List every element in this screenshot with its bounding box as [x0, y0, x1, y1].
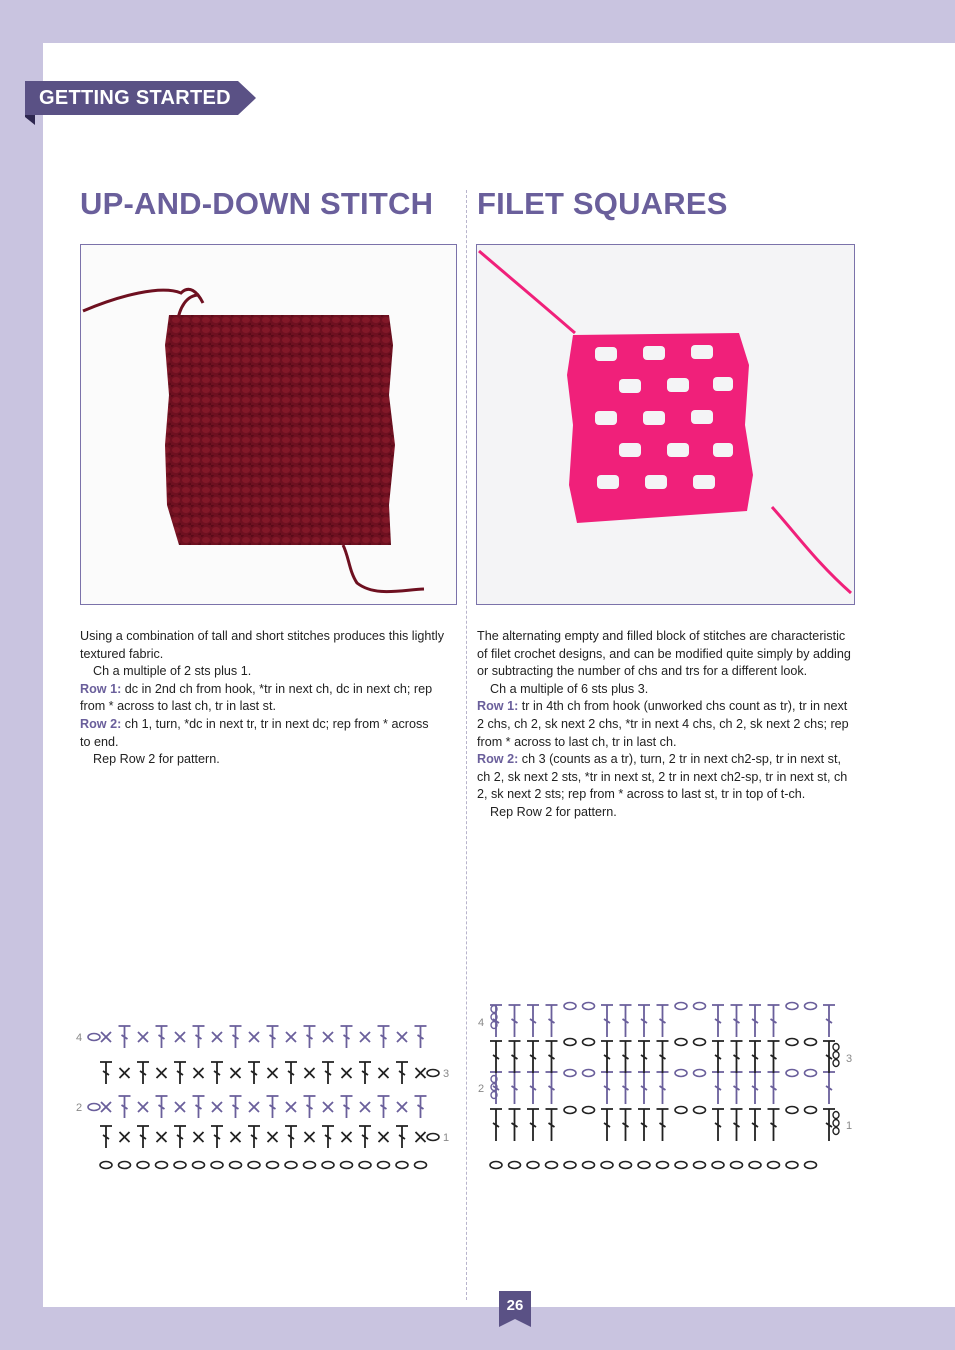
- tr-stitch-symbol: [657, 1041, 669, 1073]
- tr-stitch-symbol: [230, 1026, 242, 1048]
- tr-stitch-symbol: [156, 1096, 168, 1118]
- right-repeat: Rep Row 2 for pattern.: [490, 804, 617, 819]
- left-repeat: Rep Row 2 for pattern.: [93, 752, 220, 767]
- tr-stitch-symbol: [712, 1109, 724, 1141]
- chain-stitch-symbol: [322, 1162, 334, 1169]
- tr-stitch-symbol: [527, 1072, 539, 1104]
- chart-row-number: 2: [478, 1083, 485, 1095]
- tr-stitch-symbol: [119, 1026, 131, 1048]
- tr-stitch-symbol: [601, 1005, 613, 1037]
- tr-stitch-symbol: [768, 1072, 780, 1104]
- left-title: UP-AND-DOWN STITCH: [80, 186, 434, 221]
- tr-stitch-symbol: [509, 1005, 521, 1037]
- right-row1-label: Row 1:: [477, 699, 519, 714]
- tr-stitch-symbol: [248, 1062, 260, 1084]
- chain-stitch-symbol: [786, 1039, 798, 1046]
- dc-stitch-symbol: [286, 1102, 296, 1112]
- left-row1-text: dc in 2nd ch from hook, *tr in next ch, dc in next ch; rep from * across to last ch, tr in last st.: [80, 681, 433, 714]
- chain-stitch-symbol: [88, 1034, 100, 1041]
- tr-stitch-symbol: [731, 1041, 743, 1073]
- dc-stitch-symbol: [416, 1068, 426, 1078]
- tr-stitch-symbol: [100, 1126, 112, 1148]
- chain-stitch-symbol: [490, 1162, 502, 1169]
- right-instructions: [477, 628, 857, 822]
- chain-stitch-symbol: [620, 1162, 632, 1169]
- chain-stitch-symbol: [805, 1070, 817, 1077]
- chain-stitch-symbol: [583, 1039, 595, 1046]
- tr-stitch-symbol: [285, 1126, 297, 1148]
- dc-stitch-symbol: [360, 1032, 370, 1042]
- tr-stitch-symbol: [749, 1072, 761, 1104]
- dc-stitch-symbol: [397, 1032, 407, 1042]
- left-stitch-chart: [70, 1015, 460, 1175]
- chain-stitch-symbol: [601, 1162, 613, 1169]
- tr-stitch-symbol: [378, 1026, 390, 1048]
- tr-stitch-symbol: [415, 1026, 427, 1048]
- chain-stitch-symbol: [546, 1162, 558, 1169]
- chain-stitch-symbol: [694, 1039, 706, 1046]
- tr-stitch-symbol: [620, 1072, 632, 1104]
- dc-stitch-symbol: [249, 1032, 259, 1042]
- chain-stitch-symbol: [749, 1162, 761, 1169]
- chain-stitch-symbol: [211, 1162, 223, 1169]
- left-row2: [80, 716, 445, 734]
- dc-stitch-symbol: [120, 1068, 130, 1078]
- left-row1-label: Row 1:: [80, 681, 122, 696]
- chart-row-number: 1: [846, 1120, 853, 1132]
- tr-stitch-symbol: [712, 1005, 724, 1037]
- dc-stitch-symbol: [175, 1102, 185, 1112]
- dc-stitch-symbol: [379, 1068, 389, 1078]
- tr-stitch-symbol: [527, 1041, 539, 1073]
- left-instructions: [80, 628, 445, 769]
- chart-row-number: 4: [478, 1017, 485, 1029]
- tr-stitch-symbol: [322, 1126, 334, 1148]
- chain-stitch-symbol: [427, 1134, 439, 1141]
- dc-stitch-symbol: [212, 1102, 222, 1112]
- dc-stitch-symbol: [305, 1068, 315, 1078]
- tr-stitch-symbol: [657, 1072, 669, 1104]
- right-photo: [476, 244, 855, 605]
- chain-stitch-symbol: [156, 1162, 168, 1169]
- burgundy-swatch-photo: [81, 245, 456, 604]
- tr-stitch-symbol: [137, 1062, 149, 1084]
- chain-stitch-symbol: [694, 1107, 706, 1114]
- dc-stitch-symbol: [231, 1068, 241, 1078]
- chain-stitch-symbol: [675, 1003, 687, 1010]
- chain-stitch-symbol: [675, 1162, 687, 1169]
- chain-stitch-symbol: [378, 1162, 390, 1169]
- tr-stitch-symbol: [193, 1026, 205, 1048]
- tr-stitch-symbol: [396, 1126, 408, 1148]
- dc-stitch-symbol: [379, 1132, 389, 1142]
- tr-stitch-symbol: [156, 1026, 168, 1048]
- tr-stitch-symbol: [768, 1041, 780, 1073]
- chain-stitch-symbol: [583, 1003, 595, 1010]
- chain-stitch-symbol: [100, 1162, 112, 1169]
- dc-stitch-symbol: [268, 1132, 278, 1142]
- tr-stitch-symbol: [731, 1109, 743, 1141]
- tr-stitch-symbol: [359, 1062, 371, 1084]
- chain-stitch-symbol: [564, 1039, 576, 1046]
- chain-stitch-symbol: [248, 1162, 260, 1169]
- dc-stitch-symbol: [397, 1102, 407, 1112]
- chain-stitch-symbol: [638, 1162, 650, 1169]
- column-divider: [466, 190, 467, 1300]
- left-photo: [80, 244, 457, 605]
- chain-stitch-symbol: [527, 1162, 539, 1169]
- chart-row-number: 2: [76, 1102, 83, 1114]
- chain-stitch-symbol: [675, 1039, 687, 1046]
- tr-stitch-symbol: [527, 1005, 539, 1037]
- tr-stitch-symbol: [546, 1109, 558, 1141]
- chain-stitch-symbol: [564, 1003, 576, 1010]
- pink-filet-swatch-photo: [477, 245, 854, 604]
- tr-stitch-symbol: [712, 1072, 724, 1104]
- chain-stitch-symbol: [805, 1003, 817, 1010]
- right-row2: [477, 751, 857, 804]
- chain-stitch-symbol: [583, 1162, 595, 1169]
- dc-stitch-symbol: [360, 1102, 370, 1112]
- tr-stitch-symbol: [527, 1109, 539, 1141]
- dc-stitch-symbol: [212, 1032, 222, 1042]
- chain-stitch-symbol: [230, 1162, 242, 1169]
- tr-stitch-symbol: [657, 1109, 669, 1141]
- dc-stitch-symbol: [286, 1032, 296, 1042]
- right-row2-label: Row 2:: [477, 752, 519, 767]
- chain-stitch-symbol: [768, 1162, 780, 1169]
- tr-stitch-symbol: [211, 1062, 223, 1084]
- turning-chain-symbol: [833, 1052, 839, 1059]
- tr-stitch-symbol: [304, 1026, 316, 1048]
- dc-stitch-symbol: [323, 1102, 333, 1112]
- tr-stitch-symbol: [749, 1109, 761, 1141]
- chain-stitch-symbol: [805, 1107, 817, 1114]
- chart-row-number: 4: [76, 1032, 83, 1044]
- chain-stitch-symbol: [137, 1162, 149, 1169]
- tr-stitch-symbol: [174, 1062, 186, 1084]
- chain-stitch-symbol: [359, 1162, 371, 1169]
- tr-stitch-symbol: [712, 1041, 724, 1073]
- dc-stitch-symbol: [175, 1032, 185, 1042]
- turning-chain-symbol: [833, 1060, 839, 1067]
- dc-stitch-symbol: [268, 1068, 278, 1078]
- chain-stitch-symbol: [564, 1107, 576, 1114]
- chain-stitch-symbol: [786, 1107, 798, 1114]
- chart-row-number: 1: [443, 1132, 450, 1144]
- tr-stitch-symbol: [378, 1096, 390, 1118]
- dc-stitch-symbol: [101, 1032, 111, 1042]
- chain-stitch-symbol: [174, 1162, 186, 1169]
- tr-stitch-symbol: [304, 1096, 316, 1118]
- tr-stitch-symbol: [490, 1041, 502, 1073]
- chain-stitch-symbol: [427, 1070, 439, 1077]
- chain-stitch-symbol: [509, 1162, 521, 1169]
- tr-stitch-symbol: [638, 1109, 650, 1141]
- left-row1: [80, 681, 445, 716]
- dc-stitch-symbol: [120, 1132, 130, 1142]
- tr-stitch-symbol: [731, 1072, 743, 1104]
- page-number: 26: [506, 1297, 524, 1314]
- tr-stitch-symbol: [657, 1005, 669, 1037]
- tr-stitch-symbol: [731, 1005, 743, 1037]
- tr-stitch-symbol: [322, 1062, 334, 1084]
- tr-stitch-symbol: [490, 1005, 502, 1037]
- tr-stitch-symbol: [601, 1041, 613, 1073]
- chain-stitch-symbol: [119, 1162, 131, 1169]
- dc-stitch-symbol: [194, 1132, 204, 1142]
- tr-stitch-symbol: [768, 1109, 780, 1141]
- chain-stitch-symbol: [267, 1162, 279, 1169]
- tr-stitch-symbol: [620, 1041, 632, 1073]
- tr-stitch-symbol: [546, 1072, 558, 1104]
- section-banner-label: GETTING STARTED: [39, 87, 231, 109]
- dc-stitch-symbol: [157, 1068, 167, 1078]
- tr-stitch-symbol: [509, 1072, 521, 1104]
- right-title: FILET SQUARES: [477, 186, 728, 221]
- right-stitch-chart: [470, 995, 860, 1175]
- tr-stitch-symbol: [509, 1109, 521, 1141]
- chain-stitch-symbol: [805, 1039, 817, 1046]
- tr-stitch-symbol: [248, 1126, 260, 1148]
- turning-chain-symbol: [833, 1120, 839, 1127]
- tr-stitch-symbol: [490, 1109, 502, 1141]
- tr-stitch-symbol: [174, 1126, 186, 1148]
- tr-stitch-symbol: [638, 1041, 650, 1073]
- tr-stitch-symbol: [267, 1026, 279, 1048]
- tr-stitch-symbol: [119, 1096, 131, 1118]
- chain-stitch-symbol: [564, 1070, 576, 1077]
- chain-stitch-symbol: [694, 1003, 706, 1010]
- chain-stitch-symbol: [786, 1003, 798, 1010]
- chart-row-number: 3: [443, 1068, 450, 1080]
- dc-stitch-symbol: [323, 1032, 333, 1042]
- chain-stitch-symbol: [786, 1070, 798, 1077]
- left-row2-end: to end.: [80, 734, 119, 749]
- chain-stitch-symbol: [583, 1107, 595, 1114]
- chain-stitch-symbol: [304, 1162, 316, 1169]
- left-row2-label: Row 2:: [80, 716, 122, 731]
- turning-chain-symbol: [833, 1044, 839, 1051]
- dc-stitch-symbol: [157, 1132, 167, 1142]
- tr-stitch-symbol: [267, 1096, 279, 1118]
- chain-stitch-symbol: [396, 1162, 408, 1169]
- left-row2-text: ch 1, turn, *dc in next tr, tr in next dc; rep from * across: [121, 716, 429, 731]
- right-intro: The alternating empty and filled block of stitches are characteristic of filet crochet designs, and can be modified quite simply by adding or subtracting the number of chs and trs for a different look.: [477, 629, 851, 679]
- tr-stitch-symbol: [620, 1005, 632, 1037]
- dc-stitch-symbol: [194, 1068, 204, 1078]
- tr-stitch-symbol: [601, 1109, 613, 1141]
- chain-stitch-symbol: [694, 1070, 706, 1077]
- tr-stitch-symbol: [601, 1072, 613, 1104]
- tr-stitch-symbol: [285, 1062, 297, 1084]
- chain-stitch-symbol: [285, 1162, 297, 1169]
- dc-stitch-symbol: [138, 1032, 148, 1042]
- chain-stitch-symbol: [712, 1162, 724, 1169]
- dc-stitch-symbol: [249, 1102, 259, 1112]
- tr-stitch-symbol: [638, 1005, 650, 1037]
- dc-stitch-symbol: [305, 1132, 315, 1142]
- right-row1-text: tr in 4th ch from hook (unworked chs count as tr), tr in next 2 chs, ch 2, sk next 2 chs, *tr in next 4 chs, ch 2, sk next 2 chs; rep from * across to last ch, tr in last ch.: [477, 699, 849, 749]
- right-multiple: Ch a multiple of 6 sts plus 3.: [490, 681, 649, 696]
- tr-stitch-symbol: [823, 1005, 835, 1037]
- tr-stitch-symbol: [620, 1109, 632, 1141]
- right-row1: [477, 698, 857, 751]
- dc-stitch-symbol: [138, 1102, 148, 1112]
- chain-stitch-symbol: [675, 1070, 687, 1077]
- page-number-tab: [499, 1291, 531, 1327]
- tr-stitch-symbol: [137, 1126, 149, 1148]
- section-banner: [25, 81, 255, 115]
- dc-stitch-symbol: [342, 1132, 352, 1142]
- left-multiple: Ch a multiple of 2 sts plus 1.: [93, 664, 252, 679]
- chain-stitch-symbol: [805, 1162, 817, 1169]
- tr-stitch-symbol: [341, 1096, 353, 1118]
- chain-stitch-symbol: [675, 1107, 687, 1114]
- chain-stitch-symbol: [564, 1162, 576, 1169]
- chain-stitch-symbol: [88, 1104, 100, 1111]
- tr-stitch-symbol: [211, 1126, 223, 1148]
- chain-stitch-symbol: [415, 1162, 427, 1169]
- dc-stitch-symbol: [416, 1132, 426, 1142]
- tr-stitch-symbol: [749, 1005, 761, 1037]
- tr-stitch-symbol: [359, 1126, 371, 1148]
- chain-stitch-symbol: [341, 1162, 353, 1169]
- chart-row-number: 3: [846, 1053, 853, 1065]
- dc-stitch-symbol: [101, 1102, 111, 1112]
- tr-stitch-symbol: [509, 1041, 521, 1073]
- tr-stitch-symbol: [768, 1005, 780, 1037]
- chain-stitch-symbol: [193, 1162, 205, 1169]
- tr-stitch-symbol: [100, 1062, 112, 1084]
- turning-chain-symbol: [833, 1112, 839, 1119]
- dc-stitch-symbol: [342, 1068, 352, 1078]
- tr-stitch-symbol: [415, 1096, 427, 1118]
- tr-stitch-symbol: [396, 1062, 408, 1084]
- tr-stitch-symbol: [230, 1096, 242, 1118]
- turning-chain-symbol: [833, 1128, 839, 1135]
- tr-stitch-symbol: [749, 1041, 761, 1073]
- dc-stitch-symbol: [231, 1132, 241, 1142]
- chain-stitch-symbol: [694, 1162, 706, 1169]
- left-intro: Using a combination of tall and short stitches produces this lightly textured fabric.: [80, 629, 445, 661]
- right-row2-text: ch 3 (counts as a tr), turn, 2 tr in next ch2-sp, tr in next st, ch 2, sk next 2 sts, *tr in next st, 2 tr in next ch2-sp, tr in next st, ch 2, sk next 2 sts; rep from * across to last st, tr in top of t-ch.: [477, 752, 848, 802]
- tr-stitch-symbol: [193, 1096, 205, 1118]
- tr-stitch-symbol: [546, 1005, 558, 1037]
- chain-stitch-symbol: [657, 1162, 669, 1169]
- tr-stitch-symbol: [341, 1026, 353, 1048]
- chain-stitch-symbol: [786, 1162, 798, 1169]
- chain-stitch-symbol: [731, 1162, 743, 1169]
- tr-stitch-symbol: [638, 1072, 650, 1104]
- chain-stitch-symbol: [583, 1070, 595, 1077]
- tr-stitch-symbol: [823, 1072, 835, 1104]
- tr-stitch-symbol: [546, 1041, 558, 1073]
